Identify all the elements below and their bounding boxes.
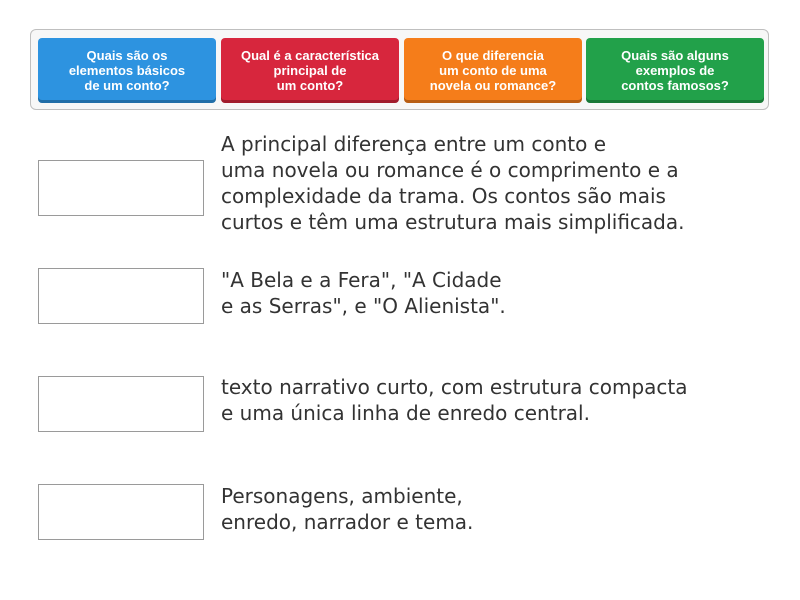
drop-slot[interactable] (38, 268, 204, 324)
answer-tile-difference[interactable]: O que diferencia um conto de uma novela ou romance? (404, 38, 582, 103)
description-text: texto narrativo curto, com estrutura compacta e uma única linha de enredo central. (221, 375, 688, 425)
answer-tile-elements[interactable]: Quais são os elementos básicos de um conto? (38, 38, 216, 103)
description-text: A principal diferença entre um conto e uma novela ou romance é o comprimento e a complexidade da trama. Os contos são mais curtos e têm uma estrutura mais simplificada. (221, 132, 685, 234)
answer-tray (30, 29, 769, 110)
drop-slot[interactable] (38, 484, 204, 540)
description-text: Personagens, ambiente, enredo, narrador e tema. (221, 484, 474, 534)
description-text: "A Bela e a Fera", "A Cidade e as Serras", e "O Alienista". (221, 268, 506, 318)
answer-tile-characteristic[interactable]: Qual é a característica principal de um conto? (221, 38, 399, 103)
drop-slot[interactable] (38, 160, 204, 216)
drop-slot[interactable] (38, 376, 204, 432)
answer-tile-examples[interactable]: Quais são alguns exemplos de contos famosos? (586, 38, 764, 103)
